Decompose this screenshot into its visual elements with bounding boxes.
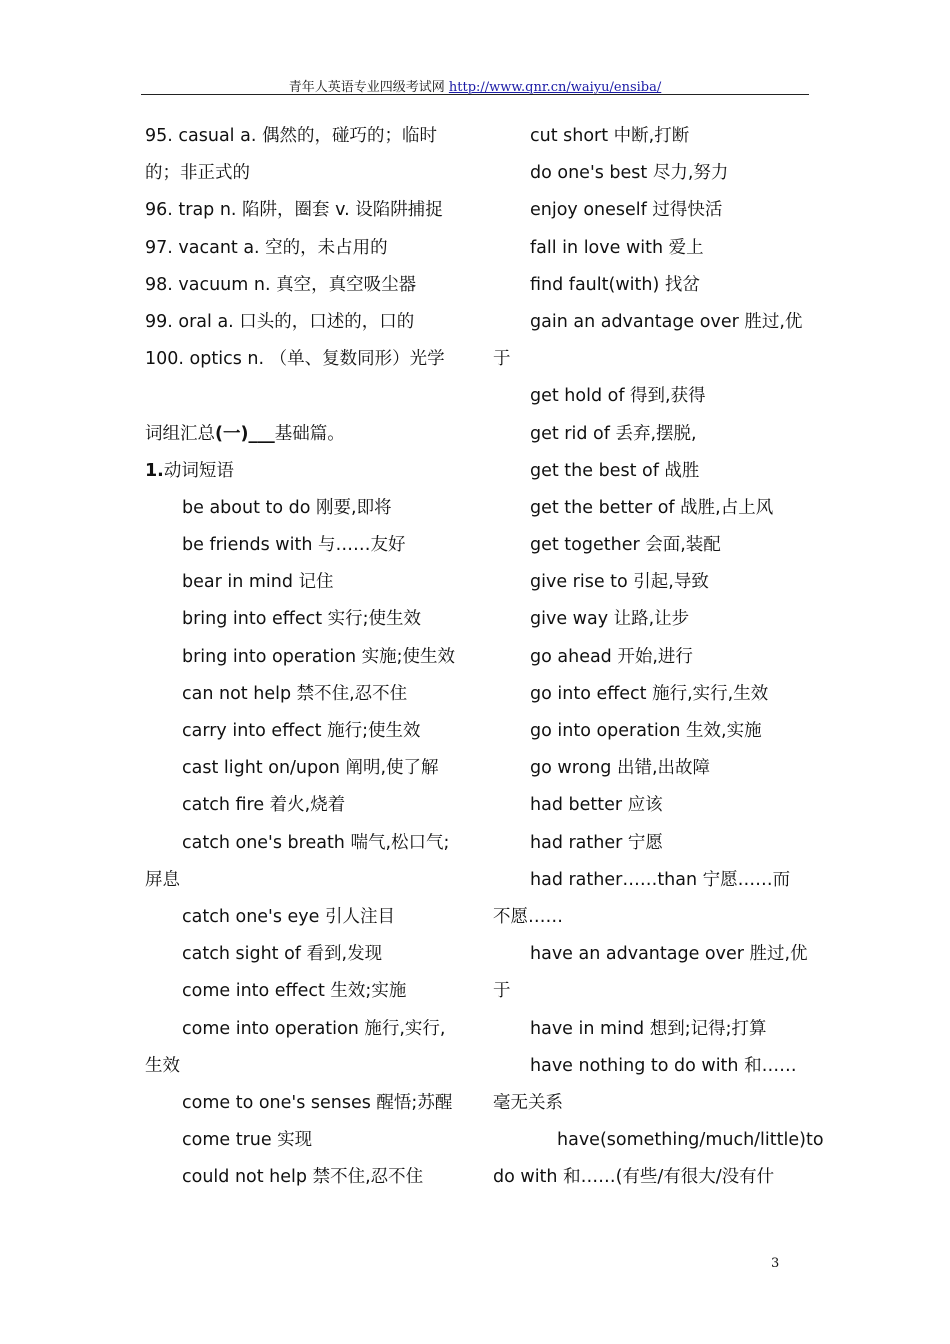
page-header <box>141 76 809 95</box>
phrase-line: catch one's breath 喘气,松口气; <box>182 832 450 853</box>
phrase-line: do one's best 尽力,努力 <box>530 163 729 184</box>
subsection-label: 动词短语 <box>163 460 234 481</box>
phrase-line: come into effect 生效;实施 <box>182 981 407 1002</box>
phrase-line: enjoy oneself 过得快活 <box>530 200 723 221</box>
phrase-line: cut short 中断,打断 <box>530 126 690 146</box>
entry-97: 97. vacant a. 空的，未占用的 <box>145 237 388 258</box>
phrase-continuation: 不愿…… <box>493 906 563 927</box>
phrase-line: get the best of 战胜 <box>530 460 700 481</box>
phrase-line: get the better of 战胜,占上风 <box>530 497 774 518</box>
phrase-line: gain an advantage over 胜过,优 <box>530 311 803 332</box>
section-title-pre: 词组汇总 <box>145 423 215 444</box>
phrase-continuation: 毫无关系 <box>493 1092 563 1113</box>
phrase-line: get rid of 丢弃,摆脱, <box>530 423 697 444</box>
phrase-continuation: do with 和……(有些/有很大/没有什 <box>493 1167 775 1188</box>
phrase-continuation: 生效 <box>145 1055 180 1076</box>
phrase-line: had rather 宁愿 <box>530 832 663 853</box>
entry-96: 96. trap n. 陷阱，圈套 v. 设陷阱捕捉 <box>145 200 443 221</box>
phrase-continuation: 屏息 <box>145 869 180 890</box>
phrase-line: catch fire 着火,烧着 <box>182 795 346 816</box>
phrase-line: give way 让路,让步 <box>530 609 690 630</box>
phrase-line: come into operation 施行,实行, <box>182 1018 446 1039</box>
phrase-line: get hold of 得到,获得 <box>530 386 706 407</box>
phrase-line: go into operation 生效,实施 <box>530 721 762 741</box>
entry-95-line2: 的；非正式的 <box>145 163 250 184</box>
phrase-line: have(something/much/little)to <box>557 1130 824 1151</box>
entry-95-line1: 95. casual a. 偶然的，碰巧的；临时 <box>145 126 437 146</box>
entry-99: 99. oral a. 口头的，口述的，口的 <box>145 311 415 332</box>
right-column <box>493 118 824 1196</box>
phrase-line: fall in love with 爱上 <box>530 237 704 258</box>
phrase-line: bear in mind 记住 <box>182 572 334 593</box>
phrase-line: could not help 禁不住,忍不住 <box>182 1167 424 1188</box>
left-column <box>145 118 460 1196</box>
phrase-line: carry into effect 施行;使生效 <box>182 721 421 741</box>
entry-98: 98. vacuum n. 真空，真空吸尘器 <box>145 274 417 295</box>
phrase-continuation: 于 <box>493 981 511 1002</box>
section-title <box>145 416 460 453</box>
section-title-post: 基础篇。 <box>274 423 345 444</box>
phrase-line: have an advantage over 胜过,优 <box>530 944 808 965</box>
phrase-line: find fault(with) 找岔 <box>530 274 700 295</box>
phrase-continuation: 于 <box>493 349 511 370</box>
phrase-line: catch one's eye 引人注目 <box>182 906 395 927</box>
subsection-title <box>145 453 460 490</box>
spacer <box>145 378 460 415</box>
section-title-num: (一) <box>215 423 249 444</box>
page-number: 3 <box>771 1256 780 1271</box>
phrase-line: go ahead 开始,进行 <box>530 646 693 667</box>
phrase-line: come true 实现 <box>182 1130 313 1151</box>
phrase-line: catch sight of 看到,发现 <box>182 944 383 965</box>
header-url-link[interactable]: http://www.qnr.cn/waiyu/ensiba/ <box>448 80 662 95</box>
phrase-line: bring into operation 实施;使生效 <box>182 646 455 667</box>
phrase-line: had better 应该 <box>530 795 663 816</box>
phrase-line: give rise to 引起,导致 <box>530 572 709 593</box>
section-title-gap: ___ <box>248 423 275 444</box>
phrase-line: have nothing to do with 和…… <box>530 1055 797 1076</box>
phrase-line: had rather……than 宁愿……而 <box>530 869 791 890</box>
entry-100: 100. optics n. （单、复数同形）光学 <box>145 349 445 370</box>
phrase-line: come to one's senses 醒悟;苏醒 <box>182 1092 453 1113</box>
phrase-line: bring into effect 实行;使生效 <box>182 609 422 630</box>
phrase-line: go into effect 施行,实行,生效 <box>530 683 769 704</box>
phrase-line: be friends with 与……友好 <box>182 535 406 556</box>
phrase-line: have in mind 想到;记得;打算 <box>530 1018 767 1039</box>
header-site-name: 青年人英语专业四级考试网 <box>288 80 449 95</box>
phrase-line: go wrong 出错,出故障 <box>530 758 711 779</box>
subsection-num: 1. <box>145 460 164 481</box>
phrase-line: can not help 禁不住,忍不住 <box>182 683 408 704</box>
phrase-line: be about to do 刚要,即将 <box>182 497 392 518</box>
phrase-line: get together 会面,装配 <box>530 535 721 556</box>
phrase-line: cast light on/upon 阐明,使了解 <box>182 758 439 779</box>
